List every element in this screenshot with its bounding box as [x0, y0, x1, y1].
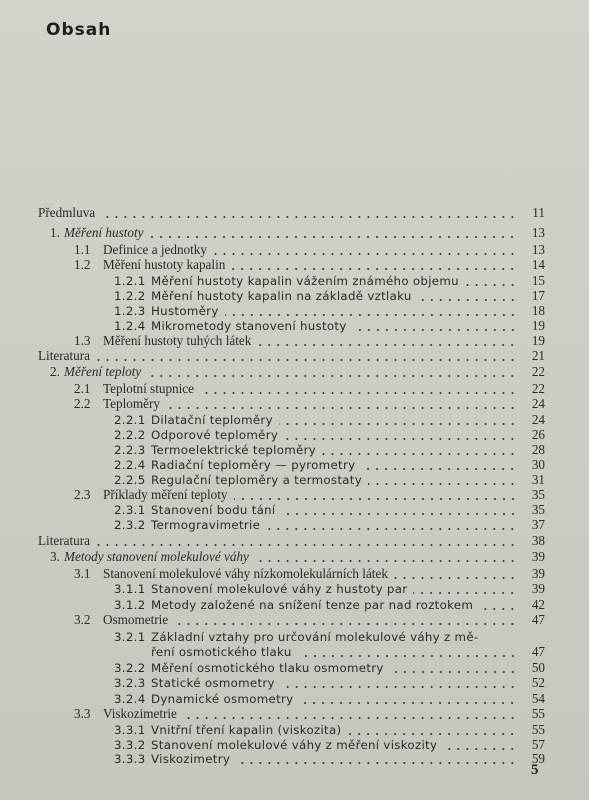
toc-entry-page: 19 — [531, 333, 545, 348]
toc-entry — [0, 473, 589, 487]
dot-leader — [200, 392, 517, 394]
toc-entry-number: 2.3.1 — [114, 503, 146, 517]
toc-entry-page: 47 — [531, 612, 545, 627]
dot-leader — [101, 216, 517, 218]
dot-leader — [413, 592, 517, 594]
toc-entry-page: 42 — [531, 597, 545, 612]
toc-entry — [0, 458, 589, 472]
toc-entry-page: 59 — [531, 751, 545, 766]
toc-entry-number: 3.1.2 — [114, 598, 146, 612]
toc-entry-number: 1.2.4 — [114, 319, 146, 333]
toc-entry-title: Měření hustoty tuhých látek — [103, 333, 252, 348]
dot-leader — [418, 299, 517, 301]
toc-entry — [0, 534, 589, 548]
toc-entry-number: 1.2 — [74, 257, 91, 272]
toc-entry-number: 1.2.1 — [114, 274, 146, 288]
dot-leader — [257, 344, 517, 346]
dot-leader — [298, 655, 517, 657]
toc-entry — [0, 567, 589, 581]
toc-entry-title: Dynamické osmometry — [151, 692, 294, 706]
toc-entry-number: 1.3 — [74, 333, 91, 348]
toc-entry-number: 3.3.2 — [114, 738, 146, 752]
toc-entry-page: 39 — [531, 581, 545, 596]
toc-entry — [0, 752, 589, 766]
toc-entry — [0, 582, 589, 596]
toc-entry-page: 37 — [531, 517, 545, 532]
toc-entry — [0, 518, 589, 532]
toc-entry — [0, 397, 589, 411]
toc-entry — [0, 319, 589, 333]
dot-leader — [368, 483, 517, 485]
toc-entry-number: 3.2 — [74, 612, 91, 627]
toc-entry-page: 52 — [531, 675, 545, 690]
toc-entry-number: 3.3.3 — [114, 752, 146, 766]
dot-leader — [284, 438, 517, 440]
toc-entry — [0, 613, 589, 627]
toc-entry — [0, 598, 589, 612]
toc-entry-title: Měření hustoty — [64, 225, 144, 240]
toc-entry — [0, 661, 589, 675]
toc-entry-title: Viskozimetry — [151, 752, 231, 766]
toc-entry-title: Měření hustoty kapalin — [103, 257, 226, 272]
toc-entry-title: Viskozimetrie — [103, 706, 177, 721]
dot-leader — [213, 253, 517, 255]
toc-entry-number: 1. — [50, 225, 60, 240]
toc-entry-title: Metody stanovení molekulové váhy — [64, 549, 249, 564]
dot-leader — [236, 762, 517, 764]
toc-entry — [0, 503, 589, 517]
toc-entry-page: 11 — [532, 205, 545, 220]
toc-entry-title: Literatura — [38, 533, 90, 548]
toc-entry — [0, 692, 589, 706]
toc-entry-page: 55 — [531, 722, 545, 737]
toc-entry-title: Měření hustoty kapalin na základě vztlaku — [151, 289, 412, 303]
toc-entry-number: 3. — [50, 549, 60, 564]
toc-entry — [0, 226, 589, 240]
dot-leader — [231, 268, 517, 270]
toc-entry-title: ření osmotického tlaku — [151, 645, 292, 659]
toc-entry-title: Regulační teploměry a termostaty — [151, 473, 363, 487]
dot-leader — [322, 453, 517, 455]
toc-entry-number: 2.3 — [74, 487, 91, 502]
toc-entry-page: 22 — [531, 364, 545, 379]
toc-entry-page: 15 — [531, 273, 545, 288]
toc-entry-page: 26 — [531, 427, 545, 442]
dot-leader — [149, 236, 517, 238]
toc-entry-title: Základní vztahy pro určování molekulové váhy z mě- — [151, 630, 479, 644]
toc-entry-number: 3.2.3 — [114, 676, 146, 690]
toc-entry — [0, 365, 589, 379]
toc-entry-title: Mikrometody stanovení hustoty — [151, 319, 347, 333]
toc-entry — [0, 488, 589, 502]
toc-entry-number: 2. — [50, 364, 60, 379]
toc-entry-title: Osmometrie — [103, 612, 169, 627]
toc-entry-number: 1.2.2 — [114, 289, 146, 303]
dot-leader — [147, 375, 517, 377]
toc-entry-page: 13 — [531, 242, 545, 257]
toc-entry-page: 39 — [531, 566, 545, 581]
dot-leader — [174, 623, 517, 625]
toc-entry-title: Stanovení molekulové váhy z měření viskozity — [151, 738, 438, 752]
toc-entry-page: 47 — [531, 644, 545, 659]
toc-entry-title: Definice a jednotky — [103, 242, 207, 257]
toc-entry — [0, 645, 589, 659]
toc-entry-page: 24 — [531, 412, 545, 427]
dot-leader — [353, 329, 517, 331]
toc-entry-title: Odporové teploměry — [151, 428, 279, 442]
toc-entry-number: 3.2.4 — [114, 692, 146, 706]
toc-entry-number: 2.2.1 — [114, 413, 146, 427]
page-number: 5 — [531, 762, 539, 778]
toc-entry-number: 1.1 — [74, 242, 91, 257]
dot-leader — [255, 560, 517, 562]
toc-entry-number: 3.1.1 — [114, 582, 146, 596]
toc-entry-page: 35 — [531, 487, 545, 502]
toc-entry-title: Radiační teploměry — pyrometry — [151, 458, 356, 472]
dot-leader — [479, 608, 517, 610]
toc-entry-title: Termogravimetrie — [151, 518, 261, 532]
dot-leader — [394, 577, 517, 579]
dot-leader — [299, 702, 517, 704]
toc-entry-title: Statické osmometry — [151, 676, 275, 690]
toc-entry-title: Měření hustoty kapalin vážením známého objemu — [151, 274, 459, 288]
toc-entry-title: Stanovení molekulové váhy z hustoty par — [151, 582, 408, 596]
toc-entry-page: 13 — [531, 225, 545, 240]
toc-entry-number: 3.2.2 — [114, 661, 146, 675]
toc-entry — [0, 258, 589, 272]
toc-entry — [0, 443, 589, 457]
dot-leader — [361, 468, 517, 470]
toc-entry-number: 3.3 — [74, 706, 91, 721]
toc-entry — [0, 206, 589, 220]
dot-leader — [279, 423, 517, 425]
page-heading: Obsah — [46, 20, 112, 40]
toc-entry-number: 2.2.2 — [114, 428, 146, 442]
dot-leader — [390, 671, 517, 673]
toc-entry-title: Stanovení bodu tání — [151, 503, 276, 517]
dot-leader — [225, 314, 517, 316]
toc-entry-page: 57 — [531, 737, 545, 752]
toc-entry-title: Hustoměry — [151, 304, 219, 318]
toc-entry-title: Vnitřní tření kapalin (viskozita) — [151, 723, 342, 737]
dot-leader — [282, 513, 517, 515]
dot-leader — [234, 498, 517, 500]
toc-entry — [0, 289, 589, 303]
toc-entry-page: 31 — [531, 472, 545, 487]
toc-entry-page: 38 — [531, 533, 545, 548]
toc-entry — [0, 382, 589, 396]
toc-entry-title: Měření teploty — [64, 364, 142, 379]
toc-entry-number: 1.2.3 — [114, 304, 146, 318]
toc-entry-number: 2.2 — [74, 396, 91, 411]
toc-entry-title: Předmluva — [38, 205, 96, 220]
toc-entry-title: Teploměry — [103, 396, 160, 411]
toc-entry-title: Termoelektrické teploměry — [151, 443, 317, 457]
dot-leader — [266, 528, 517, 530]
toc-entry — [0, 413, 589, 427]
dot-leader — [183, 717, 517, 719]
toc-entry-page: 55 — [531, 706, 545, 721]
toc-entry-number: 2.1 — [74, 381, 91, 396]
toc-entry-number: 2.2.4 — [114, 458, 146, 472]
toc-entry-page: 22 — [531, 381, 545, 396]
toc-entry-page: 50 — [531, 660, 545, 675]
toc-entry-title: Dilatační teploměry — [151, 413, 273, 427]
toc-entry-title: Metody založené na snížení tenze par nad roztokem — [151, 598, 474, 612]
toc-entry-number: 2.3.2 — [114, 518, 146, 532]
toc-entry — [0, 349, 589, 363]
toc-entry — [0, 304, 589, 318]
toc-entry-page: 17 — [531, 288, 545, 303]
toc-entry-number: 3.1 — [74, 566, 91, 581]
toc-entry-number: 3.3.1 — [114, 723, 146, 737]
toc-entry-page: 19 — [531, 318, 545, 333]
toc-entry-title: Literatura — [38, 348, 90, 363]
toc-entry-page: 24 — [531, 396, 545, 411]
toc-entry-page: 14 — [531, 257, 545, 272]
toc-entry — [0, 334, 589, 348]
toc-entry-page: 35 — [531, 502, 545, 517]
toc-entry-number: 2.2.5 — [114, 473, 146, 487]
toc-entry — [0, 274, 589, 288]
toc-entry — [0, 707, 589, 721]
toc-entry-title: Měření osmotického tlaku osmometry — [151, 661, 384, 675]
toc-entry — [0, 676, 589, 690]
dot-leader — [166, 407, 517, 409]
toc-entry — [0, 723, 589, 737]
dot-leader — [96, 359, 517, 361]
toc-entry-page: 21 — [531, 348, 545, 363]
toc-entry-page: 30 — [531, 457, 545, 472]
toc-entry — [0, 550, 589, 564]
toc-entry-number: 2.2.3 — [114, 443, 146, 457]
dot-leader — [96, 544, 517, 546]
dot-leader — [443, 748, 517, 750]
toc-entry-title: Stanovení molekulové váhy nízkomolekulárních látek — [103, 566, 388, 581]
dot-leader — [281, 686, 517, 688]
dot-leader — [347, 733, 517, 735]
dot-leader — [465, 284, 517, 286]
toc-entry — [0, 428, 589, 442]
toc-entry-title: Příklady měření teploty — [103, 487, 228, 502]
toc-entry — [0, 630, 589, 644]
toc-entry-page: 54 — [531, 691, 545, 706]
toc-entry-title: Teplotní stupnice — [103, 381, 195, 396]
toc-entry-number: 3.2.1 — [114, 630, 146, 644]
toc-entry-page: 28 — [531, 442, 545, 457]
toc-entry-page: 18 — [531, 303, 545, 318]
toc-entry — [0, 243, 589, 257]
toc-entry — [0, 738, 589, 752]
toc-entry-page: 39 — [531, 549, 545, 564]
